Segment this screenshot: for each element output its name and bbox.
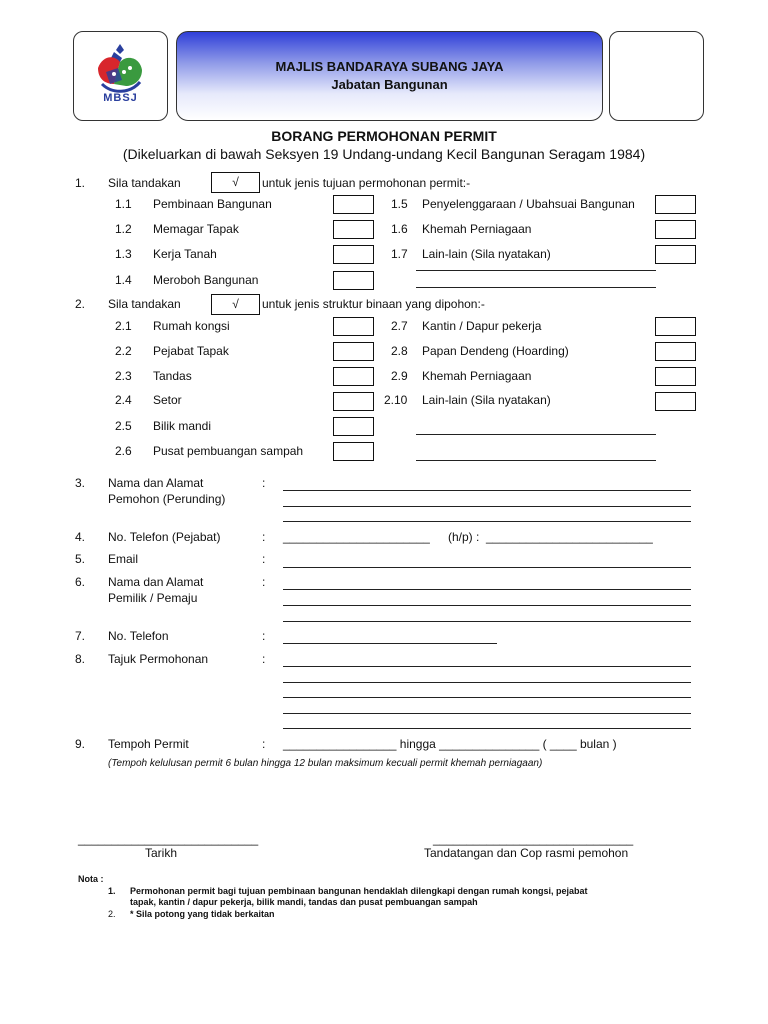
owner-address-line[interactable] xyxy=(283,589,691,590)
field-num: 8. xyxy=(75,652,86,666)
note-num: 1. xyxy=(108,886,116,896)
checkbox-rumah-kongsi[interactable] xyxy=(333,317,374,336)
item-label: Bilik mandi xyxy=(153,419,212,433)
item-num: 1.2 xyxy=(115,222,132,236)
field-label: Pemilik / Pemaju xyxy=(108,591,198,605)
logo-text: MBSJ xyxy=(103,92,138,104)
lain-lain-input-line[interactable] xyxy=(416,434,656,435)
date-line[interactable]: ___________________________ xyxy=(78,832,259,846)
item-num: 1.7 xyxy=(391,247,408,261)
checkbox-kerja-tanah[interactable] xyxy=(333,245,374,264)
field-label: Tempoh Permit xyxy=(108,737,189,751)
permit-period-input[interactable]: _________________ hingga _______________ ( ____ bulan ) xyxy=(283,737,617,751)
application-title-line[interactable] xyxy=(283,682,691,683)
form-title: BORANG PERMOHONAN PERMIT xyxy=(271,128,497,144)
item-num: 2.1 xyxy=(115,319,132,333)
note-text: Permohonan permit bagi tujuan pembinaan bangunan hendaklah dilengkapi dengan rumah kongsi, pejabat xyxy=(130,886,588,896)
checkbox-bilik-mandi[interactable] xyxy=(333,417,374,436)
owner-address-line[interactable] xyxy=(283,621,691,622)
item-label: Pusat pembuangan sampah xyxy=(153,444,304,458)
item-label: Pembinaan Bangunan xyxy=(153,197,272,211)
section2-suffix: untuk jenis struktur binaan yang dipohon:- xyxy=(262,297,485,311)
department-name: Jabatan Bangunan xyxy=(331,77,448,92)
field-label: Nama dan Alamat xyxy=(108,575,204,589)
item-num: 2.3 xyxy=(115,369,132,383)
phone-input-line[interactable] xyxy=(283,643,497,644)
application-title-line[interactable] xyxy=(283,728,691,729)
checkbox-papan-dendeng[interactable] xyxy=(655,342,696,361)
item-num: 2.4 xyxy=(115,393,132,407)
item-label: Khemah Perniagaan xyxy=(422,222,532,236)
item-label: Meroboh Bangunan xyxy=(153,273,259,287)
field-label: Email xyxy=(108,552,139,566)
field-colon: : xyxy=(262,552,266,566)
field-colon: : xyxy=(262,476,266,490)
owner-address-line[interactable] xyxy=(283,605,691,606)
item-label: Pejabat Tapak xyxy=(153,344,229,358)
note-text: * Sila potong yang tidak berkaitan xyxy=(130,909,275,919)
item-num: 1.4 xyxy=(115,273,132,287)
note-text: tapak, kantin / dapur pekerja, bilik mandi, tandas dan pusat pembuangan sampah xyxy=(130,897,478,907)
signature-line[interactable]: ______________________________ xyxy=(433,832,634,846)
item-label: Papan Dendeng (Hoarding) xyxy=(422,344,569,358)
item-num: 2.9 xyxy=(391,369,408,383)
section2-prefix: Sila tandakan xyxy=(108,297,181,311)
section1-prefix: Sila tandakan xyxy=(108,176,181,190)
applicant-address-line[interactable] xyxy=(283,490,691,491)
item-num: 2.10 xyxy=(384,393,408,407)
logo-frame xyxy=(73,31,168,121)
field-num: 3. xyxy=(75,476,86,490)
field-colon: : xyxy=(262,737,266,751)
checkbox-tandas[interactable] xyxy=(333,367,374,386)
applicant-address-line[interactable] xyxy=(283,506,691,507)
lain-lain-input-line[interactable] xyxy=(416,270,656,271)
stamp-box xyxy=(609,31,704,121)
item-num: 1.1 xyxy=(115,197,132,211)
field-label: Pemohon (Perunding) xyxy=(108,492,226,506)
item-label: Kerja Tanah xyxy=(153,247,217,261)
field-colon: : xyxy=(262,575,266,589)
applicant-address-line[interactable] xyxy=(283,521,691,522)
field-label: Nama dan Alamat xyxy=(108,476,204,490)
checkbox-lain-lain-2[interactable] xyxy=(655,392,696,411)
checkbox-meroboh-bangunan[interactable] xyxy=(333,271,374,290)
item-label: Tandas xyxy=(153,369,192,383)
field-num: 5. xyxy=(75,552,86,566)
item-num: 1.6 xyxy=(391,222,408,236)
item-num: 2.8 xyxy=(391,344,408,358)
item-num: 1.5 xyxy=(391,197,408,211)
org-name: MAJLIS BANDARAYA SUBANG JAYA xyxy=(275,59,504,74)
item-num: 2.2 xyxy=(115,344,132,358)
application-title-line[interactable] xyxy=(283,713,691,714)
section2-tick-sample: √ xyxy=(211,294,260,315)
hp-input[interactable]: _________________________ xyxy=(486,530,653,544)
permit-period-note: (Tempoh kelulusan permit 6 bulan hingga 12 bulan maksimum kecuali permit khemah perniagaan) xyxy=(108,758,543,769)
hp-label: (h/p) : xyxy=(448,530,480,544)
lain-lain-input-line[interactable] xyxy=(416,460,656,461)
form-subtitle: (Dikeluarkan di bawah Seksyen 19 Undang-undang Kecil Bangunan Seragam 1984) xyxy=(122,146,646,162)
email-input-line[interactable] xyxy=(283,567,691,568)
item-label: Penyelenggaraan / Ubahsuai Bangunan xyxy=(422,197,635,211)
checkbox-setor[interactable] xyxy=(333,392,374,411)
header-banner xyxy=(176,31,603,121)
item-label: Khemah Perniagaan xyxy=(422,369,532,383)
checkbox-penyelenggaraan[interactable] xyxy=(655,195,696,214)
field-colon: : xyxy=(262,629,266,643)
checkbox-pejabat-tapak[interactable] xyxy=(333,342,374,361)
item-num: 2.7 xyxy=(391,319,408,333)
field-num: 6. xyxy=(75,575,86,589)
field-num: 9. xyxy=(75,737,86,751)
item-label: Setor xyxy=(153,393,182,407)
checkbox-pembinaan-bangunan[interactable] xyxy=(333,195,374,214)
checkbox-pusat-pembuangan-sampah[interactable] xyxy=(333,442,374,461)
application-title-line[interactable] xyxy=(283,697,691,698)
field-label: Tajuk Permohonan xyxy=(108,652,209,666)
checkbox-khemah-perniagaan[interactable] xyxy=(655,220,696,239)
field-num: 4. xyxy=(75,530,86,544)
date-label: Tarikh xyxy=(145,846,178,860)
field-label: No. Telefon xyxy=(108,629,169,643)
application-title-line[interactable] xyxy=(283,666,691,667)
item-label: Memagar Tapak xyxy=(153,222,239,236)
section1-tick-sample: √ xyxy=(211,172,260,193)
checkbox-lain-lain[interactable] xyxy=(655,245,696,264)
office-phone-input[interactable]: ______________________ xyxy=(283,530,430,544)
field-num: 7. xyxy=(75,629,86,643)
item-num: 2.6 xyxy=(115,444,132,458)
item-label: Lain-lain (Sila nyatakan) xyxy=(422,393,551,407)
item-label: Kantin / Dapur pekerja xyxy=(422,319,542,333)
item-num: 1.3 xyxy=(115,247,132,261)
item-label: Lain-lain (Sila nyatakan) xyxy=(422,247,551,261)
checkbox-khemah-perniagaan-2[interactable] xyxy=(655,367,696,386)
field-colon: : xyxy=(262,530,266,544)
mbsj-logo-icon xyxy=(74,32,167,120)
notes-heading: Nota : xyxy=(78,874,104,884)
field-colon: : xyxy=(262,652,266,666)
note-num: 2. xyxy=(108,909,116,919)
item-label: Rumah kongsi xyxy=(153,319,230,333)
section1-suffix: untuk jenis tujuan permohonan permit:- xyxy=(262,176,471,190)
section2-num: 2. xyxy=(75,297,86,311)
checkbox-memagar-tapak[interactable] xyxy=(333,220,374,239)
signature-label: Tandatangan dan Cop rasmi pemohon xyxy=(424,846,629,860)
lain-lain-input-line[interactable] xyxy=(416,287,656,288)
section1-num: 1. xyxy=(75,176,86,190)
field-label: No. Telefon (Pejabat) xyxy=(108,530,221,544)
checkbox-kantin[interactable] xyxy=(655,317,696,336)
item-num: 2.5 xyxy=(115,419,132,433)
